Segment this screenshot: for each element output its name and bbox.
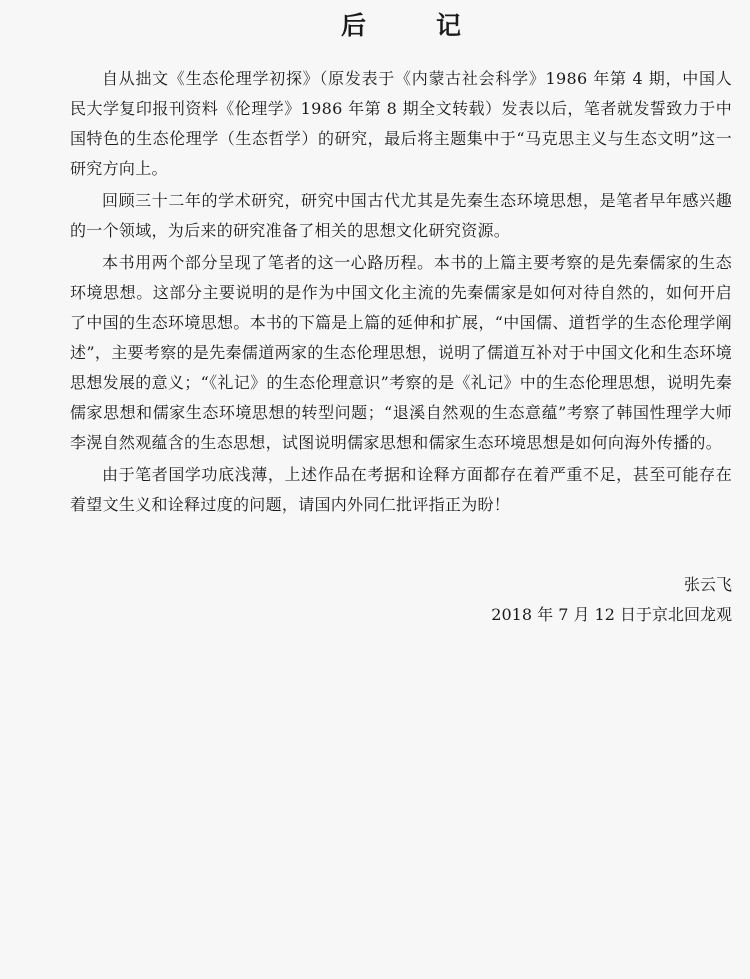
document-page (70, 8, 732, 630)
paragraph-3: 本书用两个部分呈现了笔者的这一心路历程。本书的上篇主要考察的是先秦儒家的生态环境思想。这部分主要说明的是作为中国文化主流的先秦儒家是如何对待自然的，如何开启了中国的生态环境思想。本书的下篇是上篇的延伸和扩展，“中国儒、道哲学的生态伦理学阐述”，主要考察的是先秦儒道两家的生态伦理思想，说明了儒道互补对于中国文化和生态环境思想发展的意义；“《礼记》的生态伦理意识”考察的是《礼记》中的生态伦理思想，说明先秦儒家思想和儒家生态环境思想的转型问题；“退溪自然观的生态意蕴”考察了韩国性理学大师李滉自然观蕴含的生态思想，试图说明儒家思想和儒家生态环境思想是如何向海外传播的。 (70, 253, 732, 452)
paragraph-4: 由于笔者国学功底浅薄，上述作品在考据和诠释方面都存在着严重不足，甚至可能存在着望文生义和诠释过度的问题，请国内外同仁批评指正为盼！ (70, 465, 732, 514)
paragraph-1: 自从拙文《生态伦理学初探》（原发表于《内蒙古社会科学》1986 年第 4 期，中国人民大学复印报刊资料《伦理学》1986 年第 8 期全文转载）发表以后，笔者就发誓致力于中国特色的生态伦理学（生态哲学）的研究，最后将主题集中于“马克思主义与生态文明”这一研究方向上。 (70, 69, 732, 178)
signature-block (70, 570, 732, 630)
paragraph-2: 回顾三十二年的学术研究，研究中国古代尤其是先秦生态环境思想，是笔者早年感兴趣的一个领域，为后来的研究准备了相关的思想文化研究资源。 (70, 191, 732, 240)
page-title: 后 记 (340, 11, 484, 40)
date-place: 2018 年 7 月 12 日于京北回龙观 (491, 605, 732, 624)
author-name: 张云飞 (683, 575, 732, 594)
